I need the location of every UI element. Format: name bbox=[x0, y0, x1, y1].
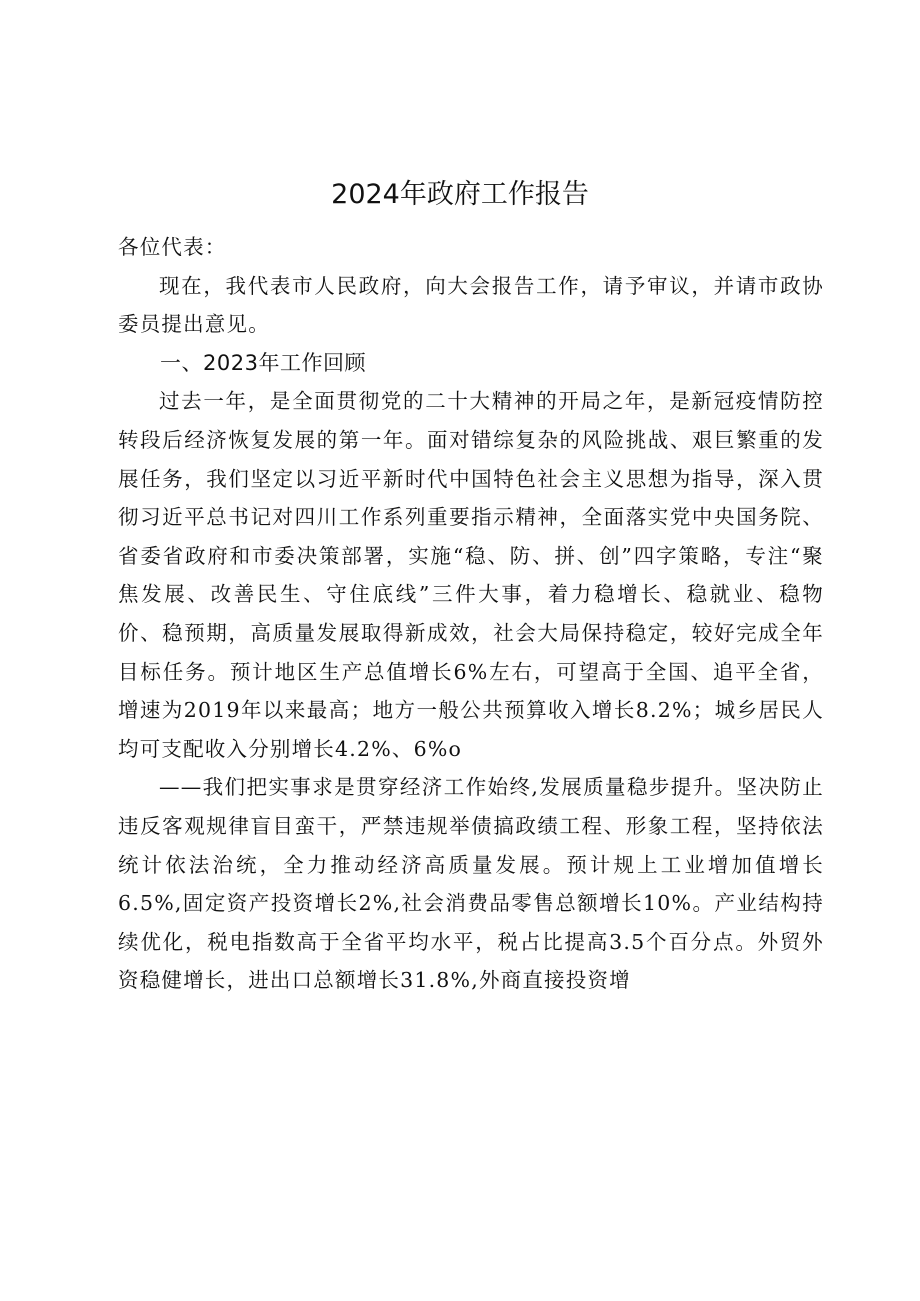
document-title: 2024年政府工作报告 bbox=[331, 179, 589, 210]
document-body bbox=[118, 228, 824, 1000]
paragraph-economic-quality: ——我们把实事求是贯穿经济工作始终,发展质量稳步提升。坚决防止违反客观规律盲目蛮干，严禁违规举债搞政绩工程、形象工程，坚持依法统计依法治统，全力推动经济高质量发展。预计规上工业增加值增长6.5%,固定资产投资增长2%,社会消费品零售总额增长10%。产业结构持续优化，税电指数高于全省平均水平，税占比提高3.5个百分点。外贸外资稳健增长，进出口总额增长31.8%,外商直接投资增 bbox=[118, 775, 824, 993]
paragraph-work-review: 过去一年，是全面贯彻党的二十大精神的开局之年，是新冠疫情防控转段后经济恢复发展的第一年。面对错综复杂的风险挑战、艰巨繁重的发展任务，我们坚定以习近平新时代中国特色社会主义思想为指导，深入贯彻习近平总书记对四川工作系列重要指示精神，全面落实党中央国务院、省委省政府和市委决策部署，实施“稳、防、拼、创”四字策略，专注“聚焦发展、改善民生、守住底线”三件大事，着力稳增长、稳就业、稳物价、稳预期，高质量发展取得新成效，社会大局保持稳定，较好完成全年目标任务。预计地区生产总值增长6%左右，可望高于全国、追平全省，增速为2019年以来最高；地方一般公共预算收入增长8.2%；城乡居民人均可支配收入分别增长4.2%、6%o bbox=[118, 389, 824, 761]
section-heading: 一、2023年工作回顾 bbox=[160, 350, 366, 375]
intro-paragraph: 现在，我代表市人民政府，向大会报告工作，请予审议，并请市政协委员提出意见。 bbox=[118, 273, 824, 337]
salutation: 各位代表： bbox=[118, 235, 227, 259]
